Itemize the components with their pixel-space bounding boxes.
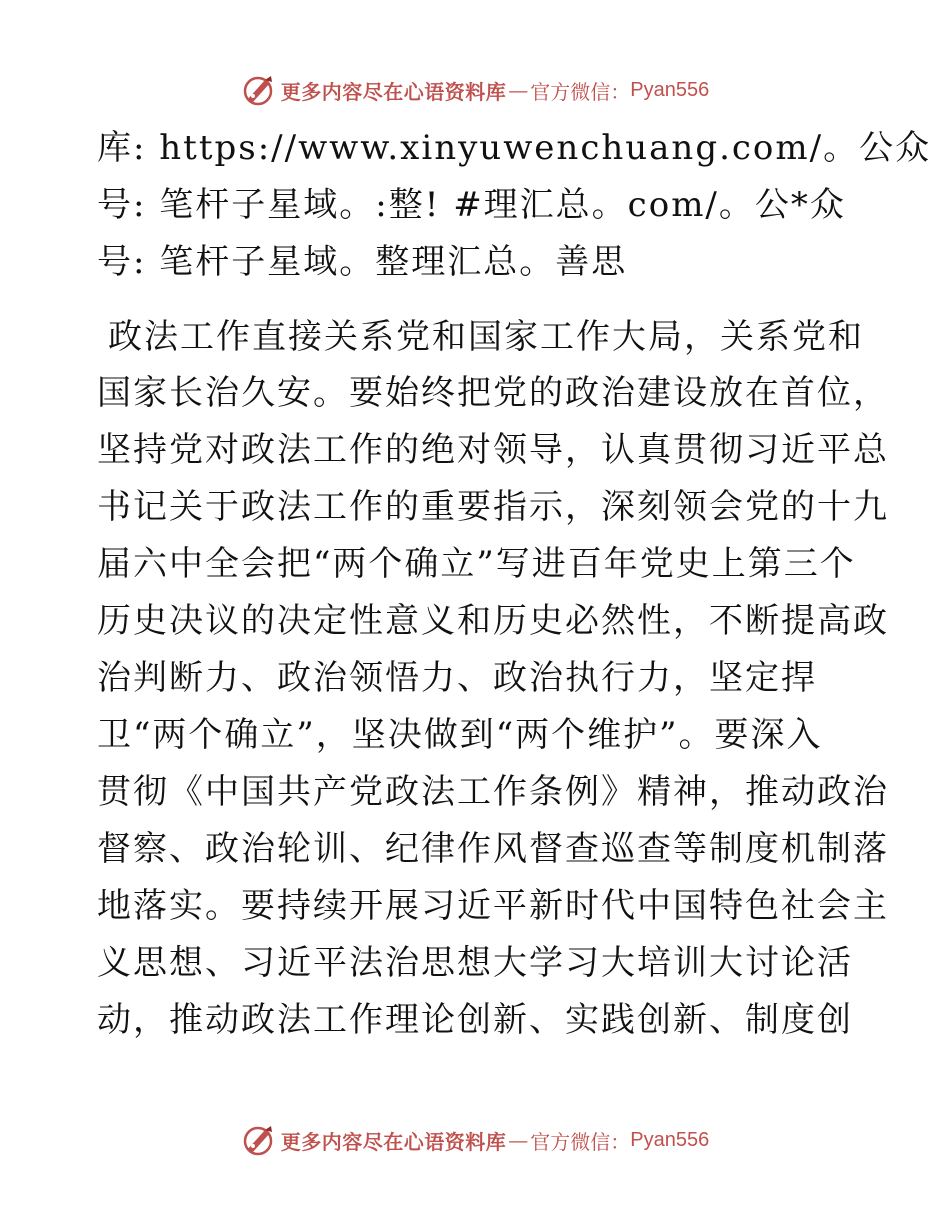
pen-logo-icon — [241, 72, 277, 108]
header-wechat-label: 官方微信： — [530, 79, 631, 104]
body-line: 卫“两个确立”，坚决做到“两个维护”。要深入 — [97, 715, 823, 755]
body-line: 坚持党对政法工作的绝对领导，认真贯彻习近平总 — [97, 430, 889, 470]
header-promo-text: 更多内容尽在心语资料库 — [280, 79, 507, 104]
header-banner — [0, 70, 950, 110]
body-line: 国家长治久安。要始终把党的政治建设放在首位， — [97, 373, 889, 413]
body-line: 届六中全会把“两个确立”写进百年党史上第三个 — [97, 544, 856, 584]
body-line: 义思想、习近平法治思想大学习大培训大讨论活 — [97, 943, 853, 983]
body-line: 书记关于政法工作的重要指示，深刻领会党的十九 — [97, 487, 889, 527]
footer-wechat-label: 官方微信： — [530, 1129, 631, 1154]
intro-line: 号: 笔杆子星域。整理汇总。善思 — [97, 242, 628, 282]
body-line: 政法工作直接关系党和国家工作大局，关系党和 — [108, 317, 864, 357]
body-line: 历史决议的决定性意义和历史必然性，不断提高政 — [97, 601, 889, 641]
body-line: 地落实。要持续开展习近平新时代中国特色社会主 — [97, 886, 889, 926]
body-line: 督察、政治轮训、纪律作风督查巡查等制度机制落 — [97, 829, 889, 869]
footer-wechat-id: Pyan556 — [630, 1128, 710, 1151]
pen-logo-icon — [241, 1122, 277, 1158]
header-dash: — — [508, 78, 529, 102]
footer-banner — [0, 1120, 950, 1160]
footer-dash: — — [508, 1128, 529, 1152]
header-wechat-id: Pyan556 — [630, 78, 710, 101]
body-line: 动，推动政法工作理论创新、实践创新、制度创 — [97, 1000, 853, 1040]
footer-promo-text: 更多内容尽在心语资料库 — [280, 1129, 507, 1154]
body-line: 治判断力、政治领悟力、政治执行力，坚定捍 — [97, 658, 817, 698]
intro-line: 库: https://www.xinyuwenchuang.com/。公众 — [97, 128, 932, 168]
body-line: 贯彻《中国共产党政法工作条例》精神，推动政治 — [97, 772, 889, 812]
intro-line: 号: 笔杆子星域。:整! #理汇总。com/。公*众 — [97, 185, 846, 225]
